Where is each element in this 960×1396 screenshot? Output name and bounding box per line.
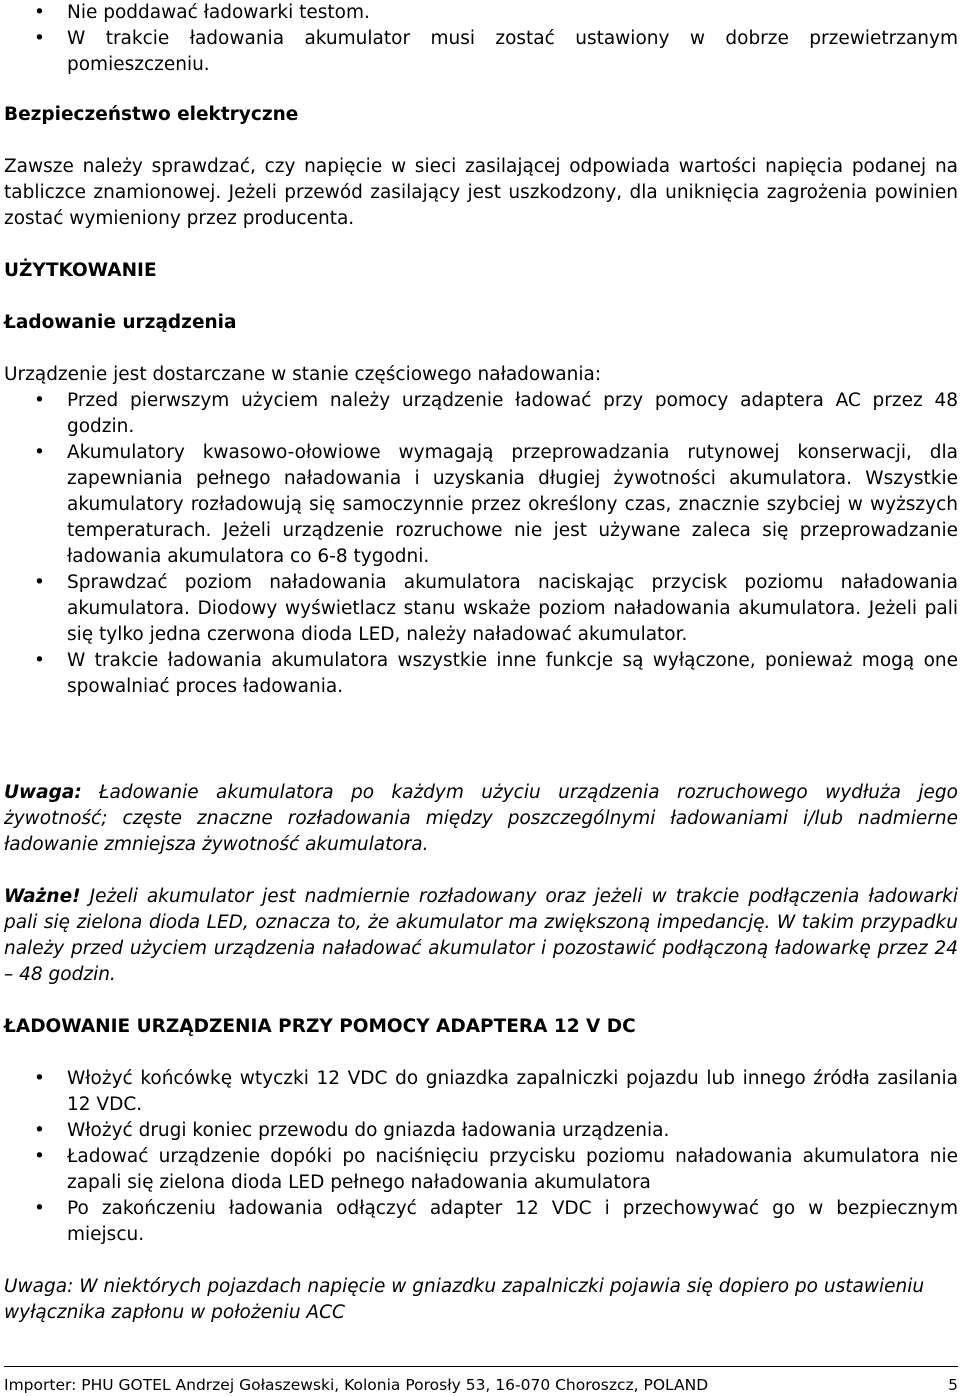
list-item: • Włożyć końcówkę wtyczki 12 VDC do gniazdka zapalniczki pojazdu lub innego źródła zasilania 12 VDC. xyxy=(34,1068,958,1115)
list-item: • W trakcie ładowania akumulatora wszystkie inne funkcje są wyłączone, ponieważ mogą one spowalniać proces ładowania. xyxy=(34,650,958,697)
list-item: • Sprawdzać poziom naładowania akumulatora naciskając przycisk poziomu naładowania akumulatora. Diodowy wyświetlacz stanu wskaże poziom naładowania akumulatora. Jeżeli pali się tylko jedna czerwona dioda LED, należy naładować akumulator. xyxy=(34,572,958,645)
usage-heading: UŻYTKOWANIE xyxy=(4,260,157,281)
dc-charging-list xyxy=(4,1066,958,1248)
list-item: • Akumulatory kwasowo-ołowiowe wymagają przeprowadzania rutynowej konserwacji, dla zapewniania pełnego naładowania i uzyskania długiej żywotności akumulatora. Wszystkie akumulatory rozładowują się samoczynnie przez określony czas, znacznie szybciej w wyższych temperaturach. Jeżeli urządzenie rozruchowe nie jest używane zaleca się przeprowadzanie ładowania akumulatora co 6-8 tygodni. xyxy=(34,442,958,567)
note-label: Uwaga: xyxy=(4,782,82,803)
important-label: Ważne! xyxy=(4,886,81,907)
importer-info: Importer: PHU GOTEL Andrzej Gołaszewski, Kolonia Porosły 53, 16-070 Choroszcz, POLAND xyxy=(4,1376,709,1394)
charging-list xyxy=(4,388,958,700)
important-paragraph: Ważne! Jeżeli akumulator jest nadmiernie rozładowany oraz jeżeli w trakcie podłączenia ładowarki pali się zielona dioda LED, oznacza to, że akumulator ma zwiększoną impedancję. W takim przypadku należy przed użyciem urządzenia naładować akumulator i pozostawić podłączoną ładowarkę przez 24 – 48 godzin. xyxy=(4,886,958,985)
list-item: • Ładować urządzenie dopóki po naciśnięciu przycisku poziomu naładowania akumulatora nie zapali się zielona dioda LED pełnego naładowania akumulatora xyxy=(34,1146,958,1193)
footer-divider xyxy=(4,1366,958,1367)
page-footer xyxy=(4,1374,958,1396)
electrical-safety-paragraph: Zawsze należy sprawdzać, czy napięcie w sieci zasilającej odpowiada wartości napięcia podanej na tabliczce znamionowej. Jeżeli przewód zasilający jest uszkodzony, dla uniknięcia zagrożenia powinien zostać wymieniony przez producenta. xyxy=(4,156,958,229)
note-paragraph: Uwaga: Ładowanie akumulatora po każdym użyciu urządzenia rozruchowego wydłuża jego żywotność; częste znaczne rozładowania między poszczególnymi ładowaniami i/lub nadmierne ładowanie zmniejsza żywotność akumulatora. xyxy=(4,782,958,855)
page-number: 5 xyxy=(948,1376,958,1394)
electrical-safety-heading: Bezpieczeństwo elektryczne xyxy=(4,104,299,125)
note-ignition-paragraph: Uwaga: W niektórych pojazdach napięcie w gniazdku zapalniczki pojawia się dopiero po ustawieniu wyłącznika zapłonu w położeniu ACC xyxy=(4,1276,925,1323)
dc-charging-heading: ŁADOWANIE URZĄDZENIA PRZY POMOCY ADAPTERA 12 V DC xyxy=(4,1016,636,1037)
list-item: • Po zakończeniu ładowania odłączyć adapter 12 VDC i przechowywać go w bezpiecznym miejscu. xyxy=(34,1198,958,1245)
charging-intro: Urządzenie jest dostarczane w stanie częściowego naładowania: xyxy=(4,364,602,385)
list-item: • Nie poddawać ładowarki testom. xyxy=(34,2,370,23)
list-item: • W trakcie ładowania akumulator musi zostać ustawiony w dobrze przewietrzanym pomieszczeniu. xyxy=(34,28,958,75)
list-item: • Włożyć drugi koniec przewodu do gniazda ładowania urządzenia. xyxy=(34,1120,670,1141)
intro-list xyxy=(4,0,958,78)
charging-subheading: Ładowanie urządzenia xyxy=(4,312,237,333)
list-item: • Przed pierwszym użyciem należy urządzenie ładować przy pomocy adaptera AC przez 48 godzin. xyxy=(34,390,958,437)
